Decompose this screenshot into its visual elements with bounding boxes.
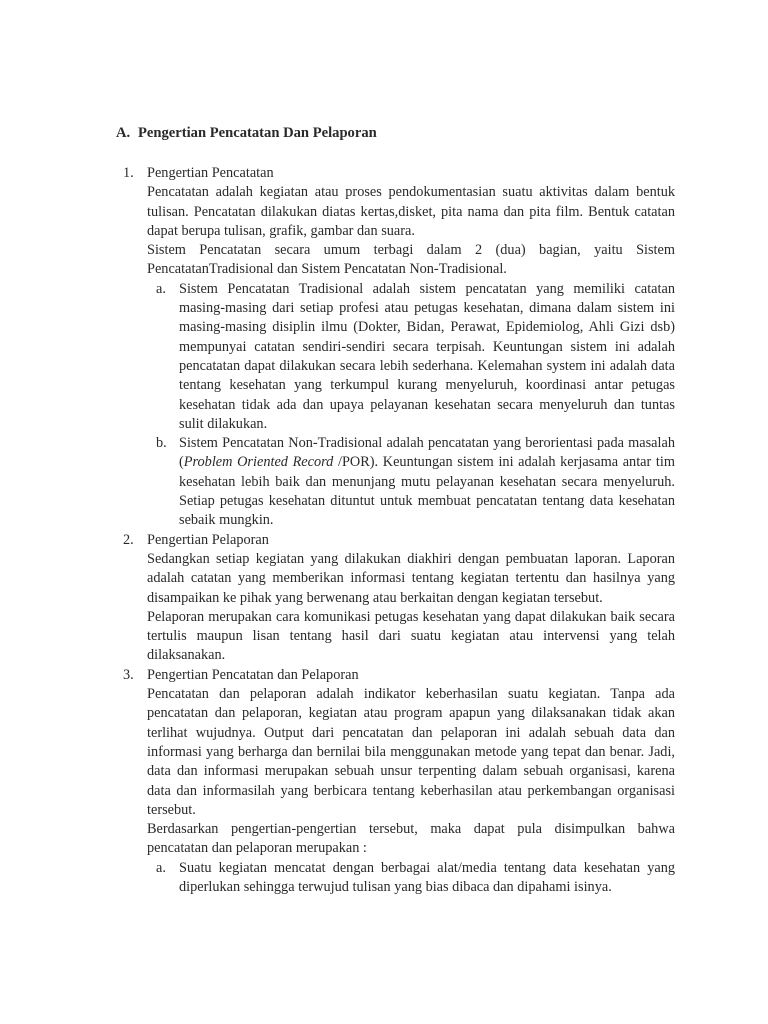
paragraph: Sistem Pencatatan secara umum terbagi dalam 2 (dua) bagian, yaitu Sistem PencatatanTradisional dan Sistem Pencatatan Non-Tradisional. bbox=[147, 242, 675, 278]
item-number: 2. bbox=[123, 531, 134, 548]
text-run: /POR). Keuntungan sistem ini adalah kerjasama antar tim kesehatan lebih baik dan menunjang mutu pelayanan kesehatan secara menyeluruh. Setiap petugas kesehatan dituntut untuk membuat pencatatan tentang data kesehatan sebaik mungkin. bbox=[179, 454, 675, 529]
item-title: Pengertian Pelaporan bbox=[147, 531, 269, 548]
list-item-pelaporan bbox=[123, 531, 675, 666]
sub-item-letter: a. bbox=[156, 280, 166, 297]
paragraph: Berdasarkan pengertian-pengertian tersebut, maka dapat pula disimpulkan bahwa pencatatan dan pelaporan merupakan : bbox=[147, 821, 675, 857]
section-title: Pengertian Pencatatan Dan Pelaporan bbox=[138, 125, 377, 141]
list-item-pencatatan bbox=[123, 164, 675, 531]
section-heading bbox=[116, 124, 377, 143]
sub-item-letter: b. bbox=[156, 435, 167, 452]
document-body bbox=[123, 164, 675, 897]
item-title: Pengertian Pencatatan dan Pelaporan bbox=[147, 666, 359, 683]
sub-item-tradisional bbox=[150, 280, 675, 434]
sub-item-kegiatan-mencatat bbox=[150, 859, 675, 898]
sub-item-text bbox=[179, 434, 675, 530]
text-run: Sistem Pencatatan Non-Tradisional adalah pencatatan yang berorientasi pada masalah ( bbox=[179, 435, 675, 471]
section-letter: A. bbox=[116, 125, 131, 141]
paragraph: Pencatatan adalah kegiatan atau proses pendokumentasian suatu aktivitas dalam bentuk tulisan. Pencatatan dilakukan diatas kertas,disket, pita nama dan pita film. Bentuk catatan dapat berupa tulisan, grafik, gambar dan suara. bbox=[147, 184, 675, 239]
sub-item-non-tradisional bbox=[150, 434, 675, 530]
sub-item-text: Suatu kegiatan mencatat dengan berbagai alat/media tentang data kesehatan yang diperlukan sehingga terwujud tulisan yang bias dibaca dan dipahami isinya. bbox=[179, 859, 675, 895]
sub-item-letter: a. bbox=[156, 859, 166, 876]
item-title: Pengertian Pencatatan bbox=[147, 165, 274, 181]
italic-term: Problem Oriented Record bbox=[183, 454, 334, 471]
paragraph: Sedangkan setiap kegiatan yang dilakukan diakhiri dengan pembuatan laporan. Laporan adalah catatan yang memberikan informasi tentang kegiatan tertentu dan hasilnya yang disampaikan ke pihak yang berwenang atau berkaitan dengan kegiatan tersebut. bbox=[147, 550, 675, 606]
item-number: 1. bbox=[123, 165, 134, 181]
paragraph: Pelaporan merupakan cara komunikasi petugas kesehatan yang dapat dilakukan baik secara tertulis maupun lisan tentang hasil dari suatu kegiatan atau intervensi yang telah dilaksanakan. bbox=[147, 608, 675, 664]
list-item-pencatatan-dan-pelaporan bbox=[123, 666, 675, 898]
sub-item-text: Sistem Pencatatan Tradisional adalah sistem pencatatan yang memiliki catatan masing-masing dari setiap profesi atau petugas kesehatan, dimana dalam sistem ini masing-masing disiplin ilmu (Dokter, Bidan, Perawat, Epidemiolog, Ahli Gizi dsb) mempunyai catatan sendiri-sendiri secara terpisah. Keuntungan sistem ini adalah pencatatan dapat dilakukan secara lebih sederhana. Kelemahan system ini adalah data tentang kesehatan yang terkumpul kurang menyeluruh, koordinasi antar petugas kesehatan tidak ada dan upaya pelayanan kesehatan secara menyeluruh dan tuntas sulit dilakukan. bbox=[179, 280, 675, 432]
item-number: 3. bbox=[123, 666, 134, 683]
paragraph: Pencatatan dan pelaporan adalah indikator keberhasilan suatu kegiatan. Tanpa ada pencatatan dan pelaporan, kegiatan atau program apapun yang dilaksanakan tidak akan terlihat wujudnya. Output dari pencatatan dan pelaporan ini adalah sebuah data dan informasi yang berharga dan bernilai bila menggunakan metode yang tepat dan benar. Jadi, data dan informasi merupakan sebuah unsur terpenting dalam sebuah organisasi, karena data dan informasilah yang berbicara tentang keberhasilan atau perkembangan organisasi tersebut. bbox=[147, 686, 675, 818]
